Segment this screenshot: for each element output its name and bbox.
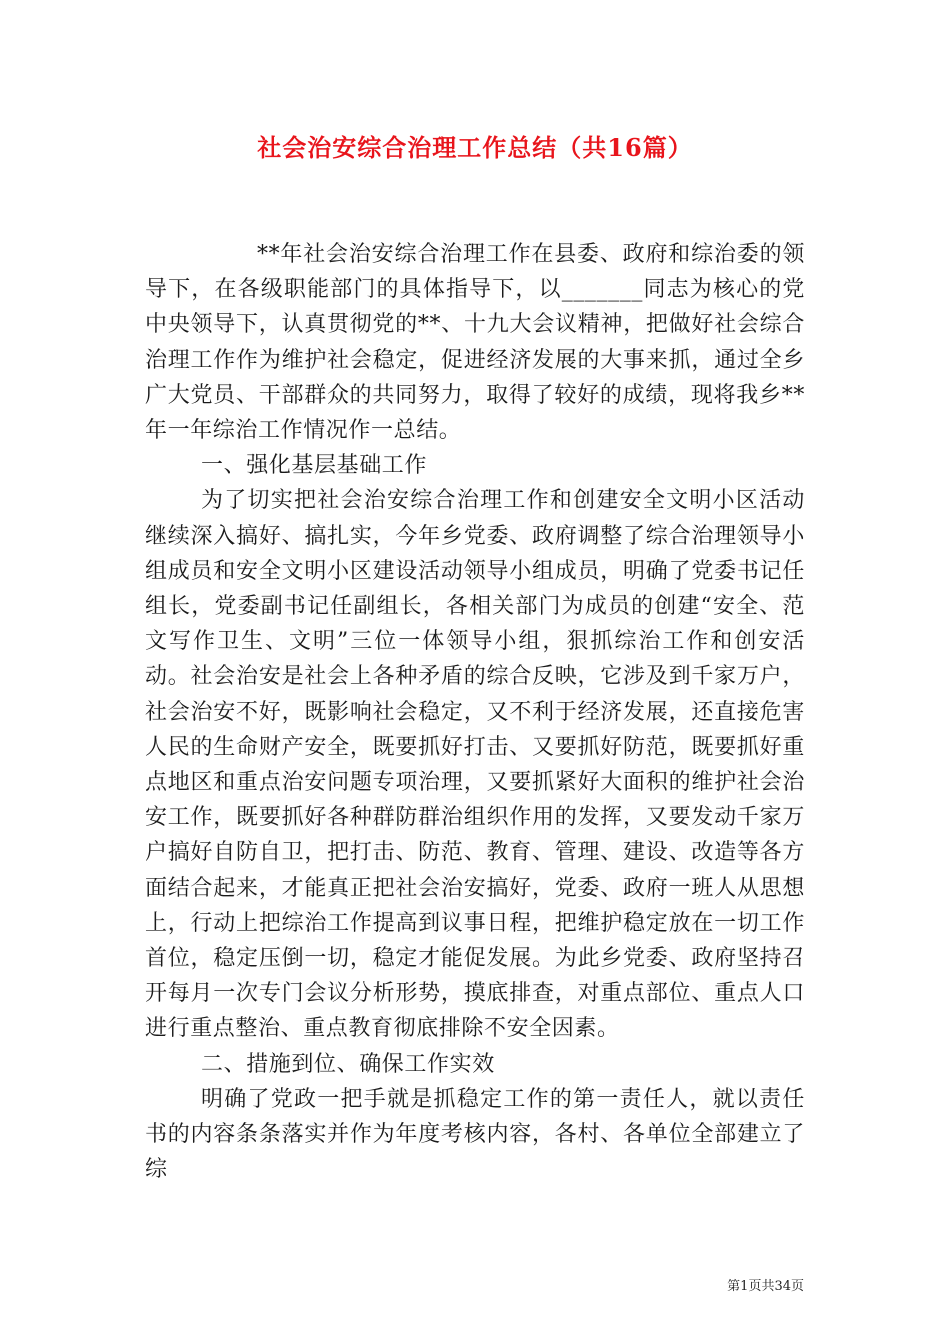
- paragraph-section-2: 明确了党政一把手就是抓稳定工作的第一责任人，就以责任书的内容条条落实并作为年度考核内容，各村、各单位全部建立了综: [145, 1086, 805, 1183]
- paragraph-section-1: 为了切实把社会治安综合治理工作和创建安全文明小区活动继续深入搞好、搞扎实，今年乡党委、政府调整了综合治理领导小组成员和安全文明小区建设活动领导小组成员，明确了党委书记任组长，党委副书记任副组长，各相关部门为成员的创建“安全、范文写作卫生、文明”三位一体领导小组，狠抓综治工作和创安活动。社会治安是社会上各种矛盾的综合反映，它涉及到千家万户，社会治安不好，既影响社会稳定，又不利于经济发展，还直接危害人民的生命财产安全，既要抓好打击、又要抓好防范，既要抓好重点地区和重点治安问题专项治理，又要抓紧好大面积的维护社会治安工作，既要抓好各种群防群治组织作用的发挥，又要发动千家万户搞好自防自卫，把打击、防范、教育、管理、建设、改造等各方面结合起来，才能真正把社会治安搞好，党委、政府一班人从思想上，行动上把综治工作提高到议事日程，把维护稳定放在一切工作首位，稳定压倒一切，稳定才能促发展。为此乡党委、政府坚持召开每月一次专门会议分析形势，摸底排查，对重点部位、重点人口进行重点整治、重点教育彻底排除不安全因素。: [145, 488, 805, 1042]
- document-title: 社会治安综合治理工作总结（共16篇）: [257, 133, 693, 162]
- paragraph-intro: **年社会治安综合治理工作在县委、政府和综治委的领导下，在各级职能部门的具体指导下，以_______同志为核心的党中央领导下，认真贯彻党的**、十九大会议精神，把做好社会综合治理工作作为维护社会稳定，促进经济发展的大事来抓，通过全乡广大党员、干部群众的共同努力，取得了较好的成绩，现将我乡**年一年综治工作情况作一总结。: [145, 242, 805, 444]
- section-heading-2: 二、措施到位、确保工作实效: [201, 1051, 495, 1077]
- document-body: [145, 237, 805, 1187]
- page-footer: 第1页共34页: [727, 1279, 804, 1294]
- section-heading-1: 一、强化基层基础工作: [201, 453, 428, 479]
